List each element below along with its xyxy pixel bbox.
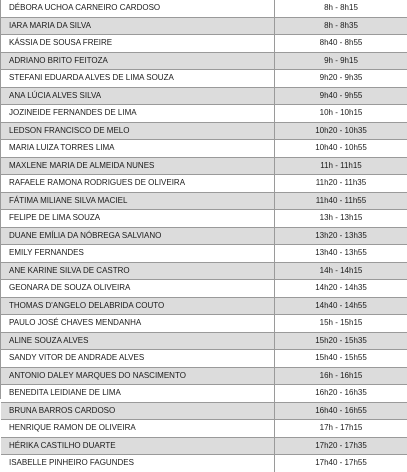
time-slot-cell: 9h40 - 9h55 (275, 87, 407, 105)
participant-name-cell: DUANE EMÍLIA DA NÓBREGA SALVIANO (1, 227, 275, 245)
table-row (1, 192, 407, 210)
table-row (1, 385, 407, 403)
participant-name-cell: MARIA LUIZA TORRES LIMA (1, 140, 275, 158)
table-row (1, 262, 407, 280)
participant-name-cell: DÉBORA UCHOA CARNEIRO CARDOSO (1, 0, 275, 17)
participant-name-cell: HENRIQUE RAMON DE OLIVEIRA (1, 420, 275, 438)
time-slot-cell: 10h - 10h15 (275, 105, 407, 123)
participant-name-cell: STEFANI EDUARDA ALVES DE LIMA SOUZA (1, 70, 275, 88)
table-row (1, 157, 407, 175)
participant-name-cell: EMILY FERNANDES (1, 245, 275, 263)
time-slot-cell: 10h40 - 10h55 (275, 140, 407, 158)
table-row (1, 455, 407, 472)
table-row (1, 420, 407, 438)
table-row (1, 245, 407, 263)
participant-name-cell: THOMAS D'ANGELO DELABRIDA COUTO (1, 297, 275, 315)
participant-name-cell: ADRIANO BRITO FEITOZA (1, 52, 275, 70)
table-row (1, 297, 407, 315)
participant-name-cell: SANDY VITOR DE ANDRADE ALVES (1, 350, 275, 368)
table-row (1, 35, 407, 53)
participant-name-cell: ANE KARINE SILVA DE CASTRO (1, 262, 275, 280)
time-slot-cell: 15h20 - 15h35 (275, 332, 407, 350)
table-row (1, 350, 407, 368)
participant-name-cell: BRUNA BARROS CARDOSO (1, 402, 275, 420)
time-slot-cell: 15h - 15h15 (275, 315, 407, 333)
time-slot-cell: 16h40 - 16h55 (275, 402, 407, 420)
time-slot-cell: 17h20 - 17h35 (275, 437, 407, 455)
participant-name-cell: ALINE SOUZA ALVES (1, 332, 275, 350)
schedule-table (1, 0, 407, 472)
time-slot-cell: 16h - 16h15 (275, 367, 407, 385)
table-row (1, 227, 407, 245)
table-row (1, 367, 407, 385)
participant-name-cell: PAULO JOSÉ CHAVES MENDANHA (1, 315, 275, 333)
table-row (1, 70, 407, 88)
participant-name-cell: HÉRIKA CASTILHO DUARTE (1, 437, 275, 455)
table-row (1, 175, 407, 193)
participant-name-cell: BENEDITA LEIDIANE DE LIMA (1, 385, 275, 403)
participant-name-cell: ANA LÚCIA ALVES SILVA (1, 87, 275, 105)
time-slot-cell: 9h - 9h15 (275, 52, 407, 70)
time-slot-cell: 15h40 - 15h55 (275, 350, 407, 368)
time-slot-cell: 17h40 - 17h55 (275, 455, 407, 472)
participant-name-cell: JOZINEIDE FERNANDES DE LIMA (1, 105, 275, 123)
participant-name-cell: KÁSSIA DE SOUSA FREIRE (1, 35, 275, 53)
participant-name-cell: ISABELLE PINHEIRO FAGUNDES (1, 455, 275, 472)
participant-name-cell: FELIPE DE LIMA SOUZA (1, 210, 275, 228)
table-row (1, 402, 407, 420)
participant-name-cell: GEONARA DE SOUZA OLIVEIRA (1, 280, 275, 298)
time-slot-cell: 14h20 - 14h35 (275, 280, 407, 298)
schedule-table-body (1, 0, 407, 472)
participant-name-cell: FÁTIMA MILIANE SILVA MACIEL (1, 192, 275, 210)
time-slot-cell: 14h40 - 14h55 (275, 297, 407, 315)
table-row (1, 52, 407, 70)
time-slot-cell: 9h20 - 9h35 (275, 70, 407, 88)
time-slot-cell: 11h40 - 11h55 (275, 192, 407, 210)
time-slot-cell: 16h20 - 16h35 (275, 385, 407, 403)
time-slot-cell: 11h - 11h15 (275, 157, 407, 175)
time-slot-cell: 11h20 - 11h35 (275, 175, 407, 193)
table-row (1, 280, 407, 298)
table-row (1, 332, 407, 350)
table-row (1, 122, 407, 140)
time-slot-cell: 8h40 - 8h55 (275, 35, 407, 53)
participant-name-cell: ANTONIO DALEY MARQUES DO NASCIMENTO (1, 367, 275, 385)
time-slot-cell: 10h20 - 10h35 (275, 122, 407, 140)
table-row (1, 17, 407, 35)
participant-name-cell: LEDSON FRANCISCO DE MELO (1, 122, 275, 140)
time-slot-cell: 8h - 8h15 (275, 0, 407, 17)
table-row (1, 105, 407, 123)
table-row (1, 315, 407, 333)
time-slot-cell: 8h - 8h35 (275, 17, 407, 35)
table-row (1, 140, 407, 158)
time-slot-cell: 13h20 - 13h35 (275, 227, 407, 245)
participant-name-cell: MAXLENE MARIA DE ALMEIDA NUNES (1, 157, 275, 175)
table-row (1, 210, 407, 228)
table-row (1, 0, 407, 17)
table-row (1, 87, 407, 105)
time-slot-cell: 17h - 17h15 (275, 420, 407, 438)
participant-name-cell: RAFAELE RAMONA RODRIGUES DE OLIVEIRA (1, 175, 275, 193)
time-slot-cell: 13h - 13h15 (275, 210, 407, 228)
participant-name-cell: IARA MARIA DA SILVA (1, 17, 275, 35)
time-slot-cell: 13h40 - 13h55 (275, 245, 407, 263)
time-slot-cell: 14h - 14h15 (275, 262, 407, 280)
table-row (1, 437, 407, 455)
